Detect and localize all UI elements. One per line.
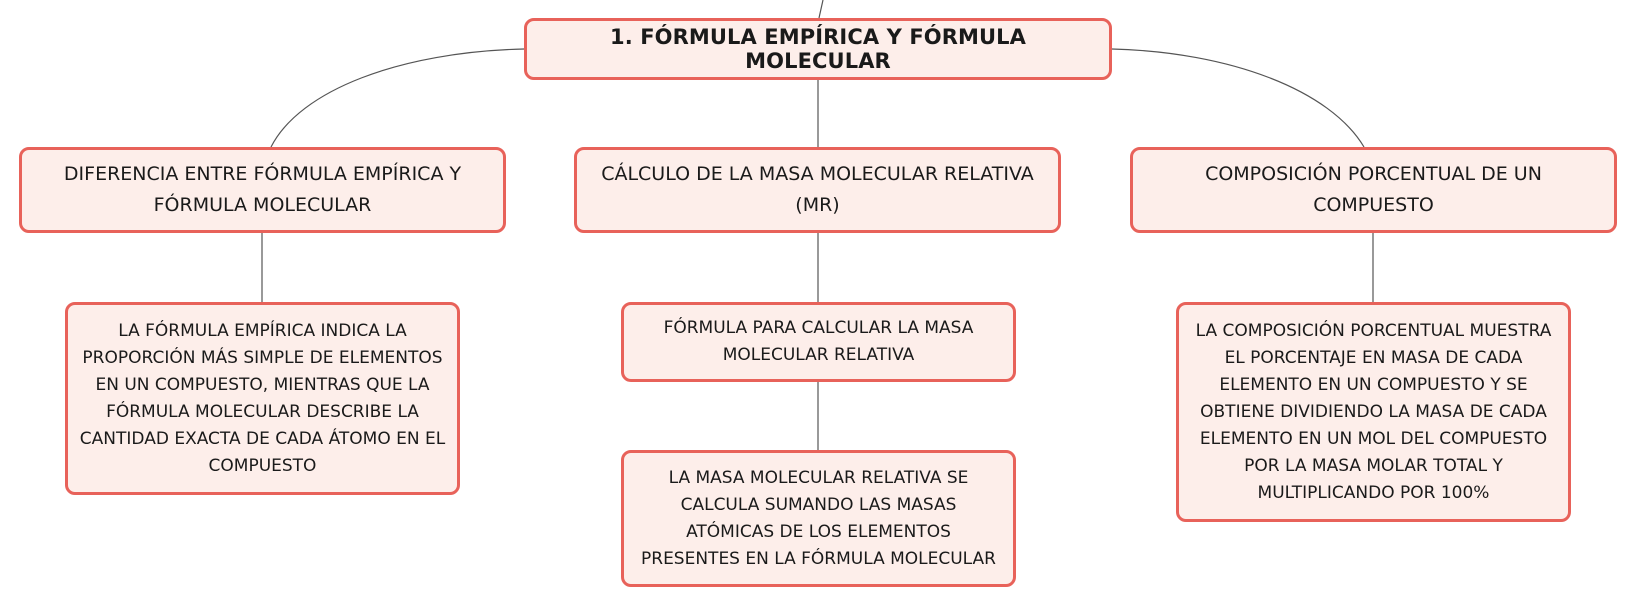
subtopic-composicion-detalle[interactable] [1176,302,1571,522]
topic-label: CÁLCULO DE LA MASA MOLECULAR RELATIVA (MR) [601,163,1034,216]
topic-calculo-masa-molecular[interactable] [574,147,1061,233]
subtopic-masa-molecular-detalle[interactable] [621,450,1016,587]
subtopic-label: LA FÓRMULA EMPÍRICA INDICA LA PROPORCIÓN MÁS SIMPLE DE ELEMENTOS EN UN COMPUESTO, MIENTRAS QUE LA FÓRMULA MOLECULAR DESCRIBE LA CANTIDAD EXACTA DE CADA ÁTOMO EN EL COMPUESTO [79,320,446,476]
topic-label: COMPOSICIÓN PORCENTUAL DE UN COMPUESTO [1205,163,1542,216]
connector-root-to-diff [271,49,524,147]
connector-to-root-from-above [819,0,823,18]
subtopic-label: FÓRMULA PARA CALCULAR LA MASA MOLECULAR RELATIVA [663,318,974,365]
connector-root-to-comp [1112,49,1364,147]
subtopic-label: LA MASA MOLECULAR RELATIVA SE CALCULA SUMANDO LAS MASAS ATÓMICAS DE LOS ELEMENTOS PRESENTES EN LA FÓRMULA MOLECULAR [641,467,996,569]
topic-diferencia-formulas[interactable] [19,147,506,233]
topic-label: DIFERENCIA ENTRE FÓRMULA EMPÍRICA Y FÓRMULA MOLECULAR [63,163,462,216]
subtopic-diferencia-detalle[interactable] [65,302,460,495]
subtopic-label: LA COMPOSICIÓN PORCENTUAL MUESTRA EL PORCENTAJE EN MASA DE CADA ELEMENTO EN UN COMPUESTO Y SE OBTIENE DIVIDIENDO LA MASA DE CADA ELEMENTO EN UN MOL DEL COMPUESTO POR LA MASA MOLAR TOTAL Y MULTIPLICANDO POR 100% [1195,320,1552,503]
root-topic-label: 1. FÓRMULA EMPÍRICA Y FÓRMULA MOLECULAR [610,25,1026,73]
subtopic-formula-masa-molecular[interactable] [621,302,1016,382]
topic-composicion-porcentual[interactable] [1130,147,1617,233]
root-topic[interactable] [524,18,1112,80]
